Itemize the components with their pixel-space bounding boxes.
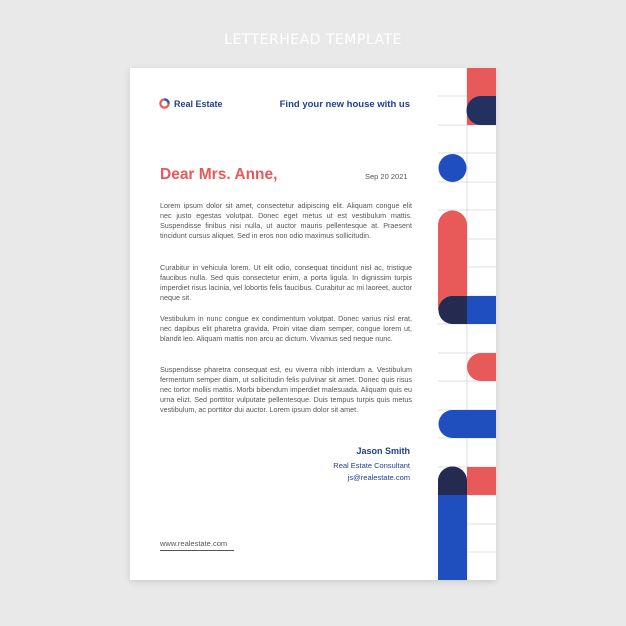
pattern-red-half [467, 353, 496, 381]
body-paragraph-3: Vestibulum in nunc congue ex condimentum volutpat. Donec varius nisl erat, nec dapibus elit pharetra gravida. Proin vitae diam semper, congue lorem ut, blandit leo. Aliquam mattis non arcu ac dictum. Vivamus sed neque nunc. [160, 314, 412, 344]
signature-email: js@realestate.com [347, 473, 410, 482]
pattern-overlap-mid [439, 296, 468, 324]
body-paragraph-2: Curabitur in vehicula lorem. Ut elit odio, consequat tincidunt nisl ac, tristique faucibus nulla. Sed quis consectetur enim, a porta ligula. In dignissim turpis imperdiet risus lacinia, vel lobortis felis faucibus. Curabitur ac mi laoreet, auctor neque sit. [160, 263, 412, 303]
body-paragraph-4: Suspendisse pharetra consequat est, eu viverra nibh interdum a. Vestibulum fermentum semper diam, ut sollicitudin felis pulvinar sit amet. Donec quis risus nec tortor mollis mattis. Morbi bibendum imperdiet malesuada. Aliquam quis eu urna elizt. Sed porttitor vulputate pellentesque. Duis tempus turpis quis metus vestibulum, ac porttitor dui auctor. Lorem ipsum dolor sit amet. [160, 365, 412, 415]
footer-website-link: www.realestate.com [160, 539, 234, 551]
page-title: LETTERHEAD TEMPLATE [224, 32, 402, 48]
signature-name: Jason Smith [356, 446, 410, 456]
pattern-red-pill [438, 211, 467, 311]
geometric-pattern [438, 68, 496, 580]
pattern-overlap-top [467, 96, 497, 125]
signature-role: Real Estate Consultant [333, 461, 410, 470]
pattern-overlap-bottom [438, 467, 467, 496]
tagline: Find your new house with us [279, 99, 410, 110]
pattern-blue-circle [439, 154, 467, 182]
pattern-blue-lower [439, 410, 497, 438]
greeting: Dear Mrs. Anne, [160, 166, 278, 183]
brand-name: Real Estate [174, 98, 223, 109]
brand-logo [159, 98, 223, 109]
letter-date: Sep 20 2021 [365, 172, 408, 181]
body-paragraph-1: Lorem ipsum dolor sit amet, consectetur adipiscing elit. Aliquam congue elit nec justo egestas volutpat. Donec eget metus ut est vestibulum mattis. Suspendisse finibus nisi nulla, ut auctor mauris pellentesque at. Praesent tincidunt cursus aliquet. Sed in eros non odio maximus sollicitudin. [160, 201, 412, 241]
letterhead-sheet [130, 68, 496, 580]
brand-logo-icon [159, 98, 170, 109]
